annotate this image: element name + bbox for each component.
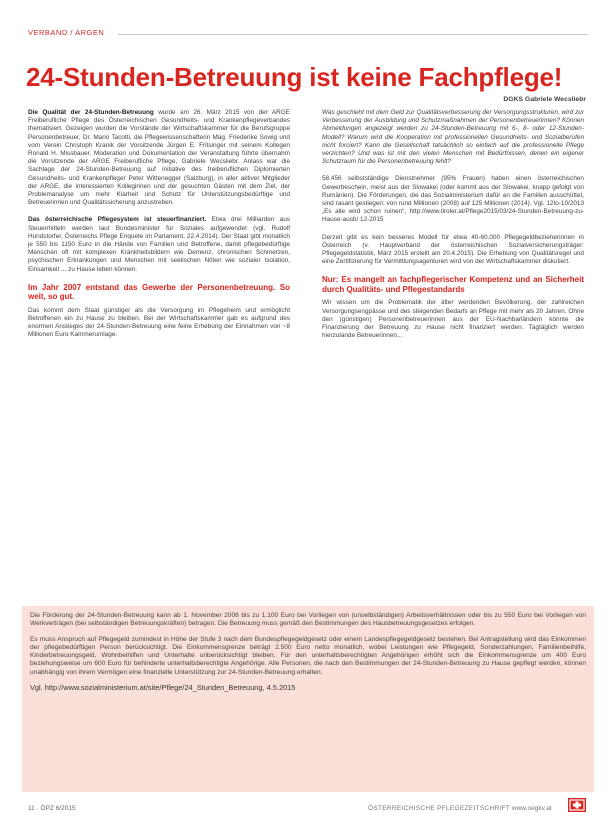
right-subheading: Nur: Es mangelt an fachpflegerischer Kompetenz und an Sicherheit durch Qualitäts- und Pflegestandards: [322, 275, 584, 294]
footer-page-number: 11 · ÖPZ 6/2015: [28, 805, 76, 812]
left-paragraph-2: [28, 216, 290, 273]
info-paragraph-2: Es muss Anspruch auf Pflegegeld zumindest in Höhe der Stufe 3 nach dem Bundespflegegeldgesetz oder einem Landespflegegeldgesetz bestehen. Bei Antragstellung wird das Einkommen der pflegebedürftigen Person berücksichtigt. Die Einkommensgrenze beträgt 2.500 Euro netto monatlich, wobei Leistungen wie Pflegegeld, Sonderzahlungen, Familienbeihilfe, Kinderbetreuungsgeld, Wohnbeihilfen und Unterhalte unberücksichtigt bleiben. Für den unterhaltsberechtigten Angehörigen erhöht sich die Einkommensgrenze um 400 Euro beziehungsweise um 600 Euro für behinderte unterhaltsberechtigte Angehörige. Alle Personen, die nach den Bestimmungen der 24-Stunden-Betreuung zu Hause gepflegt werden, können unabhängig von ihrem Vermögen eine finanzielle Unterstützung zur 24-Stunden-Betreuung erhalten.: [30, 635, 586, 676]
left-p2-text: Etwa drei Milliarden aus Steuermitteln werden laut Bundesminister für Soziales aufgewendet (vgl. Rudolf Hundstorfer, Österreichs Pflege Enquete im Parlament, 22.4.2014). Der Staat gibt monatlich je 550 bis 1150 Euro in die Hände von Familien und Betroffene, damit pflegebedürftige Menschen oft mit komplexen Krankheitsbildern wie Demenz, chronischen Schmerzen, psychischen Erkrankungen und Menschen mit seelischen Nöten wie sozialer Isolation, Einsamkeit ... zu Hause leben können.: [28, 216, 290, 273]
right-paragraph-4: Wir wissen um die Problematik der älter werdenden Bevölkerung, der zahlreichen Versorgungsengpässe und des steigenden Bedarfs an Pflege mit mehr als 20 Jahren. Ohne den (günstigen) Personenbetreuerinnen aus der EU-Nachbarländern könnte die Finanzierung der Betreuung zu Hause nicht finanziert werden. Tagtäglich werden hierzulande Betreuerinnen...: [322, 299, 584, 340]
info-reference-link[interactable]: Vgl. http://www.sozialministerium.at/site/Pflege/24_Stunden_Betreuung, 4.5.2015: [30, 683, 296, 693]
left-p1-text: wurde am 26. März 2015 von der ARGE Freiberufliche Pflege des Österreichischen Gesundheits- und Krankenpflegeverbandes thematisiert. Gezeigen wurden die Vorstände der Wirtschaftskammer für die Berufsgruppe Personenbetreuer, Dr. Mario Tacotti, die Pflegewissenschafterin Mag. Friederike Sowig und vom Verein Christoph Kranik der Vorsitzende Jürgen E. Fritsinger mit seinem Kollegen Ronald H. Missbauer. Moderation und Dokumentation der Veranstaltung führte übernahm die Vorsitzende der ARGE Freiberufliche Pflege, Gabriele Wecsliebr. Anlass war die Sachlage der 24-Stunden-Betreuung auf initiative des freiberuflichen Diplomierten Gesundheits- und Krankenpfleger Peter Wittenegger (Salzburg), in aller aktiver Mitglieder der ARGE, die interessierten Kolleginnen und der gesuchten Gästen mit dem Ziel, der Problemanalyse um mehr Klarheit und Schutz für Unterstützungsbedürftige und Betreuerinnen und Qualitätssicherung anzustreben.: [28, 109, 290, 207]
section-label: VERBAND / ARGEN: [28, 28, 105, 37]
article-headline: 24-Stunden-Betreuung ist keine Fachpflege!: [26, 62, 563, 92]
left-p2-lead: Das österreichische Pflegesystem ist steuerfinanziert.: [28, 216, 207, 224]
footer-url[interactable]: www.oegkv.at: [512, 805, 552, 812]
top-divider: [118, 34, 588, 35]
right-paragraph-2: 58.456 selbstständige Dienstnehmer (95% Frauen) haben einen österreichischen Gewerbeschein, meist aus der Slowakei (oder kommt aus der Slowakei, knapp gefolgt von Rumänien). Die Förderungen, die das Sozialministerium dafür an die Familien ausschüttet, sind rasant gestiegen: von rund Millionen (2008) auf 125 Millionen (2014). Vgl. 12to-10/2013 „Es alle wird schon ruinen“, http://www.tiroler.at/Pflege2015/03/24-Stunden-Betreuung-zu-Hause-ausb/ 12-2015: [322, 175, 584, 224]
info-box: [22, 606, 594, 792]
left-subheading: Im Jahr 2007 entstand das Gewerbe der Personenbetreuung. So weit, so gut.: [28, 282, 290, 302]
right-paragraph-3: Derzeit gibt es kein besseres Modell für etwa 40-60.000 Pflegegeldbezieherinnen in Österreich (v. Hauptverband der österreichischen Sozialversicherungsträger: Pflegegeldstatistik, März 2015 erstellt am 20.4.2015). Die Erhebung von Qualitätsregel und eine Zertifizierung für Vermittlungsagenturen wird von der Wirtschaftskammer diskutiert.: [322, 233, 584, 266]
footer-journal-name: ÖSTERREICHISCHE PFLEGEZEITSCHRIFT: [368, 805, 511, 812]
left-p1-lead: Die Qualität der 24-Stunden-Betreuung: [28, 109, 154, 116]
left-paragraph-1: [28, 109, 290, 207]
right-column: [322, 109, 584, 349]
article-author: DGKS Gabriele Wecsliebr: [503, 96, 586, 103]
left-column: [28, 109, 290, 349]
left-paragraph-3: Das kommt dem Staat günstiger als die Versorgung im Pflegeheim und ermöglicht Betroffenen ein zu Hause zu bleiben. Bei der Wirtschaftskammer gab es aufgrund des enormen Anstieges der 24-Stunden-Betreuung eine feine Erhebung der Einnahmen von ~8 Millionen Euro Kammerumlage.: [28, 306, 290, 339]
info-paragraph-1: Die Förderung der 24-Stunden-Betreuung kann ab 1. November 2008 bis zu 1.100 Euro bei Vorliegen von (unselbständigen) Arbeitsverhältnissen oder bis zu 550 Euro bei Vorliegen von Werkverträgen (bei selbständigen Betreuungskräften) betragen. Die Betreuung muss gemäß den Bestimmungen des Hausbetreuungsgesetzes erfolgen.: [30, 612, 586, 628]
right-paragraph-1: Was geschieht mit dem Geld zur Qualitätsverbesserung der Versorgungsstrukturen, wird zur Verbesserung der Ausbildung und Schutzmaßnahmen der Personenbetreuerinnen? Können Abmeldungen angezeigt werden zu 24-Stunden-Betreuung mit 6-, 8- oder 12-Stunden-Modell? Warum wird die Kooperation mit professionellen Gesundheits- und Sozialberufen nicht forciert? Kann die Gesellschaft tatsächlich so einfach auf die professionelle Pflege verzichten? Und was ist mit den vielen Menschen mit Bedürfnissen, denen ein eigener Schutzraum für die Personenbetreuung fehlt?: [322, 109, 584, 166]
oegkv-cross-logo-icon: [568, 798, 586, 812]
